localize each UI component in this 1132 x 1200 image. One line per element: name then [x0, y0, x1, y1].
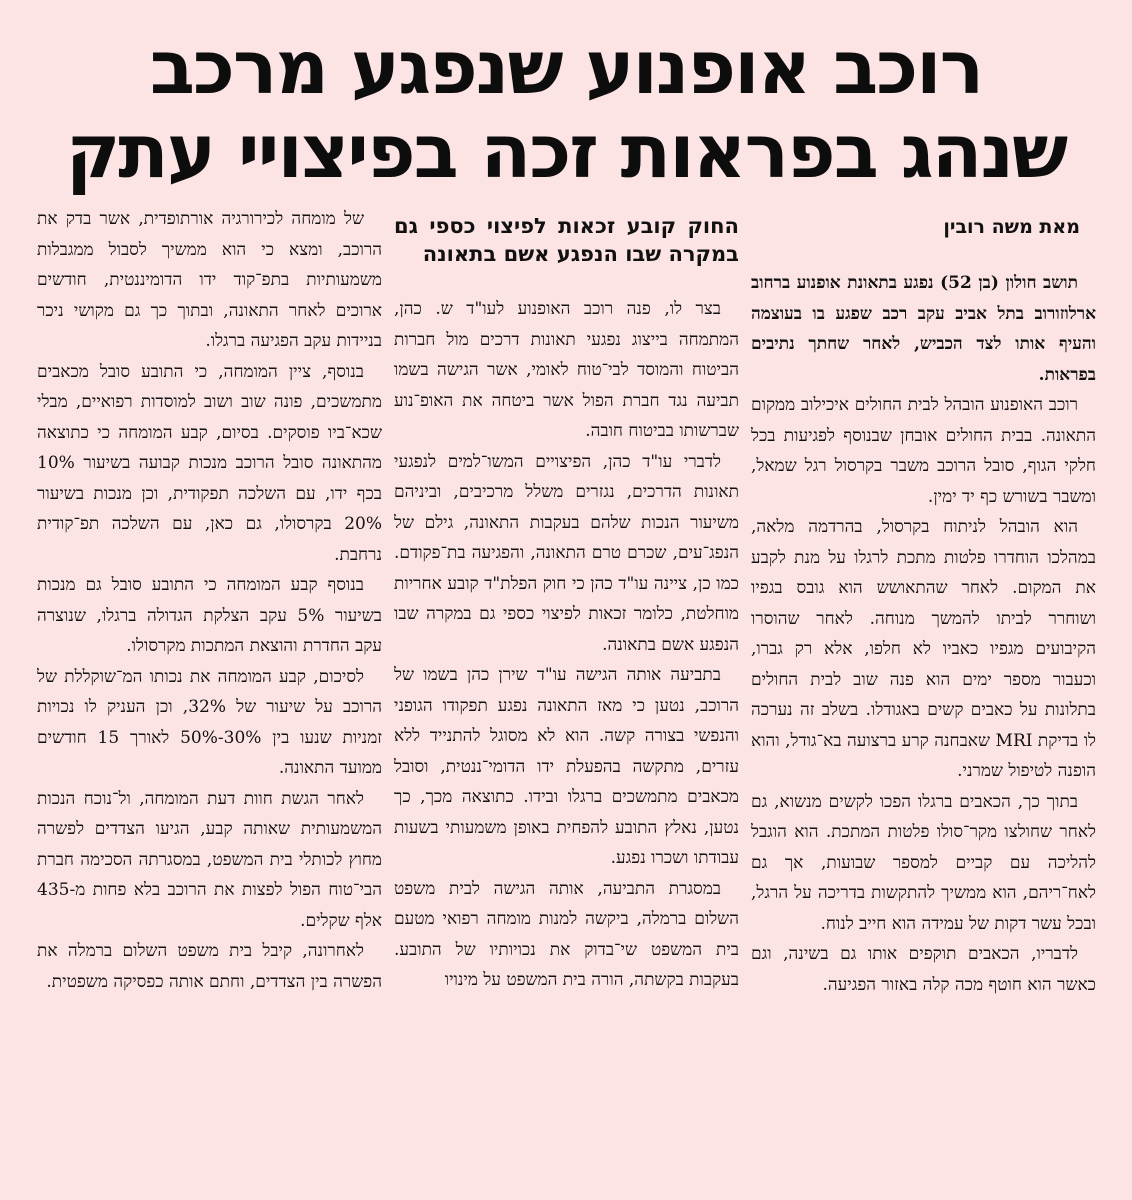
headline-line-1: רוכב אופנוע שנפגע מרכב: [149, 25, 983, 111]
paragraph: תושב חולון (בן 52) נפגע בתאונת אופנוע ברחוב ארלוזורוב בתל אביב עקב רכב שפגע בו בעוצמה והעיף אותו לצד הכביש, לאחר שחתך נתיבים בפראות.: [751, 273, 1096, 385]
paragraph: בצר לו, פנה רוכב האופנוע לעו"ד ש. כהן, המתמחה בייצוג נפגעי תאונות דרכים מול חברות הביטוח והמוסד לבי־טוח לאומי, אשר הגישה בשמו תביעה נגד חברת הפול אשר ביטחה את האופ־נוע שברשותו בביטוח חובה.: [394, 299, 739, 441]
column-right: [751, 204, 1096, 1164]
paragraph: לאחרונה, קיבל בית משפט השלום ברמלה את הפשרה בין הצדדים, וחתם אותה כפסיקה משפטית.: [37, 941, 382, 992]
headline-line-2: שנהג בפראות זכה בפיצויי עתק: [65, 109, 1067, 195]
paragraph: במסגרת התביעה, אותה הגישה לבית משפט השלום ברמלה, ביקשה למנות מומחה רפואי מטעם בית המשפט שי־בדוק את נכויותיו של התובע. בעקבות בקשתה, הורה בית המשפט על מינויו: [394, 878, 739, 990]
paragraph: בתוך כך, הכאבים ברגלו הפכו לקשים מנשוא, גם לאחר שחולצו מקר־סולו פלטות המתכת. הוא הוגבל להליכה עם קביים למספר שבועות, אך גם לאח־ריהם, הוא ממשיך להתקשות בדריכה על הרגל, ובכל עשר דקות של עמידה הוא חייב לנוח.: [751, 791, 1096, 934]
subheadline: החוק קובע זכאות לפיצוי כספי גם במקרה שבו הנפגע אשם בתאונה: [394, 214, 739, 266]
paragraph: בנוסף קבע המומחה כי התובע סובל גם מנכות בשיעור 5% עקב הצלקת הגדולה ברגלו, שנוצרה עקב החדרת והוצאת המתכות מקרסולו.: [37, 575, 382, 656]
paragraph: לאחר הגשת חוות דעת המומחה, ול־נוכח הנכות המשמעותית שאותה קבע, הגיעו הצדדים לפשרה מחוץ לכותלי בית המשפט, במסגרתה הסכימה חברת הבי־טוח הפול לפצות את הרוכב בלא פחות מ-435 אלף שקלים.: [37, 788, 382, 931]
paragraph: לסיכום, קבע המומחה את נכותו המ־שוקללת של הרוכב על שיעור של 32%, וכן העניק לו נכויות זמניות שנעו בין 30%-50% לאורך 15 חודשים ממועד התאונה.: [37, 666, 382, 778]
paragraph: בנוסף, ציין המומחה, כי התובע סובל מכאבים מתמשכים, פונה שוב ושוב למוסדות רפואיים, מבלי שכא־ביו פוסקים. בסיום, קבע המומחה כי כתוצאה מהתאונה סובל הרוכב מנכות קבועה בשיעור 10% בכף ידו, עם השלכה תפקודית, וכן מנכות בשיעור 20% בקרסולו, גם כאן, עם השלכה תפ־קודית נרחבת.: [37, 361, 382, 565]
column-left: [37, 204, 382, 1164]
paragraph: הוא הובהל לניתוח בקרסול, בהרדמה מלאה, במהלכו הוחדרו פלטות מתכת לרגלו על מנת לקבע את המקום. לאחר שהתאושש הוא גובס בגפיו ושוחרר לביתו להמשך מנוחה. לאחר שהוסרו הקיבועים מגפיו כאביו לא חלפו, אלא רק גברו, וכעבור מספר ימים הוא פנה שוב לבית החולים בתלונות על כאבים קשים באגודלו. בשלב זה נערכה לו בדיקת MRI שאבחנה קרע ברצועה בא־גודל, והוא הופנה לטיפול שמרני.: [751, 517, 1096, 781]
paragraph: של מומחה לכירורגיה אורתופדית, אשר בדק את הרוכב, ומצא כי הוא ממשיך לסבול ממגבלות משמעותיות בתפ־קוד ידו הדומיננטית, חודשים ארוכים לאחר התאונה, ובתוך כך גם מקושי ניכר בניידות עקב הפגיעה ברגלו.: [37, 209, 382, 351]
paragraph: בתביעה אותה הגישה עו"ד שירן כהן בשמו של הרוכב, נטען כי מאז התאונה נפגע תפקודו הגופני והנפשי בצורה קשה. הוא לא מסוגל להתנייד ללא עזרים, מתקשה בהפעלת ידו הדומי־ננטית, וסובל מכאבים מתמשכים ברגלו ובידו. כתוצאה מכך, כך נטען, נאלץ התובע להפחית באופן משמעותי בשעות עבודתו ושכרו נפגע.: [394, 665, 739, 868]
paragraph: לדברי עו"ד כהן, הפיצויים המשו־למים לנפגעי תאונות הדרכים, נגזרים משלל מרכיבים, וביניהם משיעור הנכות שלהם בעקבות התאונה, גילם של הנפג־עים, שכרם טרם התאונה, והפגיעה בת־פקודם. כמו כן, ציינה עו"ד כהן כי חוק הפלת"ד קובע אחריות מוחלטת, כלומר זכאות לפיצוי כספי גם במקרה שבו הנפגע אשם בתאונה.: [394, 451, 739, 655]
column-middle: [394, 204, 739, 1164]
paragraph: רוכב האופנוע הובהל לבית החולים איכילוב ממקום התאונה. בבית החולים אובחן שבנוסף לפגיעות בכל חלקי הגוף, סובל הרוכב משבר בקרסול רגל שמאל, ומשבר בשורש כף יד ימין.: [751, 395, 1096, 507]
paragraph: לדבריו, הכאבים תוקפים אותו גם בשינה, וגם כאשר הוא חוטף מכה קלה באזור הפגיעה.: [751, 944, 1096, 995]
article-headline: [40, 26, 1092, 194]
byline: מאת משה רובין: [943, 216, 1080, 238]
